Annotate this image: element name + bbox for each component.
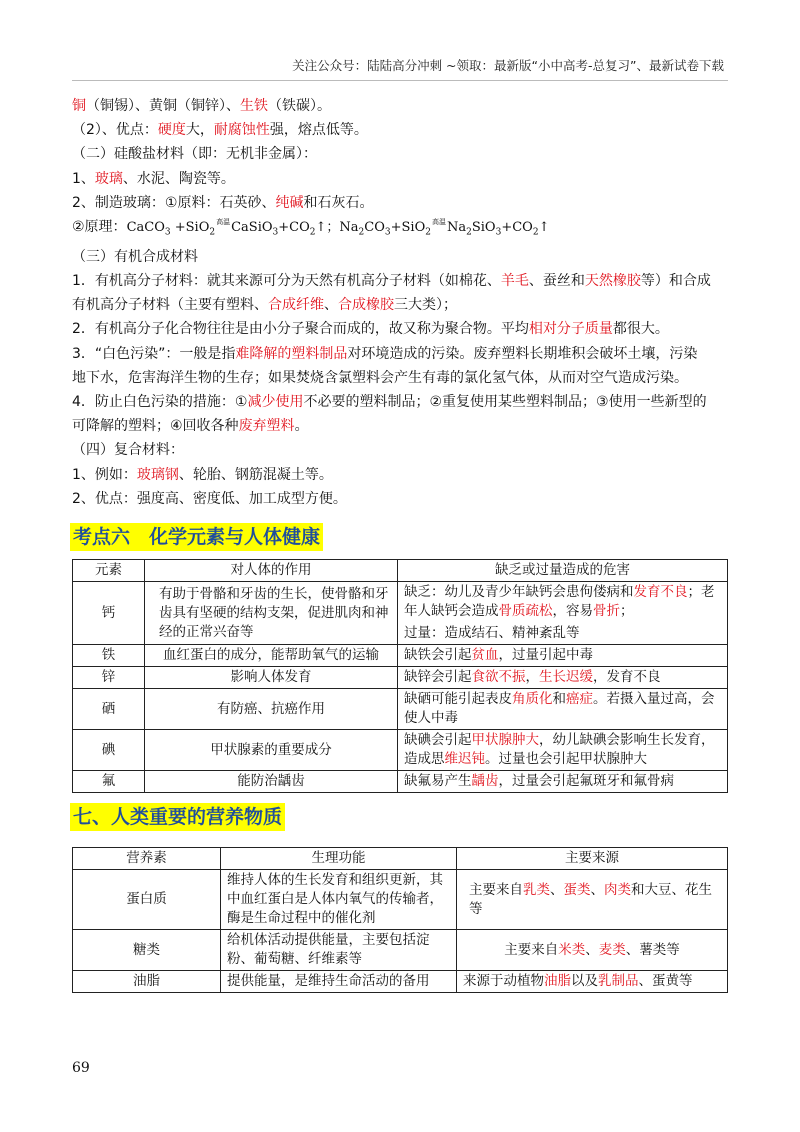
table-row	[73, 930, 728, 971]
table-row	[73, 667, 728, 689]
element-cell: 碘	[73, 730, 145, 771]
table-row	[73, 730, 728, 771]
table-row	[73, 582, 728, 645]
text-line: 1、例如：玻璃钢、轮胎、钢筋混凝土等。	[72, 466, 333, 483]
text-line: 4．防止白色污染的措施：①减少使用不必要的塑料制品；②重复使用某些塑料制品；③使用一些新型的	[72, 394, 707, 411]
page-number: 69	[72, 1060, 90, 1076]
source-cell: 主要来自米类、麦类、薯类等	[457, 930, 728, 971]
page-body	[72, 94, 728, 993]
role-cell: 能防治龋齿	[145, 771, 398, 793]
text-line: 可降解的塑料；④回收各种废弃塑料。	[72, 418, 309, 435]
chemical-equation: ②原理：CaCO$_3$ $+SiO_2^{高温}CaSiO_3+CO_2↑$；$Na_2CO_3+SiO_2^{高温}Na_2SiO_3+CO_2↑$	[72, 218, 550, 238]
nutrient-cell: 蛋白质	[73, 870, 221, 930]
function-cell: 维持人体的生长发育和组织更新，其中血红蛋白是人体内氧气的传输者，酶是生命过程中的催化剂	[221, 870, 457, 930]
section-heading: 考点六 化学元素与人体健康	[70, 523, 323, 551]
table-header-cell: 缺乏或过量造成的危害	[398, 560, 728, 582]
harm-cell: 缺氟易产生龋齿，过量会引起氟斑牙和氟骨病	[398, 771, 728, 793]
header-divider	[72, 80, 728, 81]
text-line: 1．有机高分子材料：就其来源可分为天然有机高分子材料（如棉花、羊毛、蚕丝和天然橡胶等）和合成	[72, 273, 711, 290]
text-line: 2．有机高分子化合物往往是由小分子聚合而成的，故又称为聚合物。平均相对分子质量都很大。	[72, 321, 669, 338]
harm-cell: 缺铁会引起贫血，过量引起中毒	[398, 645, 728, 667]
reaction-condition: 高温	[216, 218, 231, 227]
text-line: 2、制造玻璃：①原料：石英砂、纯碱和石灰石。	[72, 194, 374, 211]
text-line: 地下水，危害海洋生物的生存；如果焚烧含氯塑料会产生有毒的氯化氢气体，从而对空气造成污染。	[72, 369, 688, 386]
text-line: 铜（铜锡）、黄铜（铜锌）、生铁（铁碳）。	[72, 98, 331, 114]
function-cell: 提供能量，是维持生命活动的备用	[221, 971, 457, 993]
function-cell: 给机体活动提供能量，主要包括淀粉、葡萄糖、纤维素等	[221, 930, 457, 971]
table-header-row	[73, 848, 728, 870]
nutrient-cell: 糖类	[73, 930, 221, 971]
role-cell: 影响人体发育	[145, 667, 398, 689]
role-cell: 血红蛋白的成分，能帮助氧气的运输	[145, 645, 398, 667]
harm-cell: 缺锌会引起食欲不振，生长迟缓，发育不良	[398, 667, 728, 689]
text-line: （2）、优点：硬度大，耐腐蚀性强，熔点低等。	[72, 122, 368, 139]
table-header-cell: 元素	[73, 560, 145, 582]
role-cell: 有助于骨骼和牙齿的生长，使骨骼和牙齿具有坚硬的结构支架，促进肌肉和神经的正常兴奋等	[145, 582, 398, 645]
section-heading: 七、人类重要的营养物质	[70, 803, 285, 831]
table-header-cell: 主要来源	[457, 848, 728, 870]
source-cell: 来源于动植物油脂以及乳制品、蛋黄等	[457, 971, 728, 993]
page-header: 关注公众号：陆陆高分冲刺 ~领取：最新版“小中高考-总复习”、最新试卷下载	[292, 58, 724, 73]
element-cell: 氟	[73, 771, 145, 793]
element-health-table	[72, 559, 728, 793]
element-cell: 硒	[73, 689, 145, 730]
text-line: 有机高分子材料（主要有塑料、合成纤维、合成橡胶三大类）；	[72, 297, 457, 314]
table-row	[73, 689, 728, 730]
harm-cell: 缺硒可能引起表皮角质化和癌症。若摄入量过高，会使人中毒	[398, 689, 728, 730]
role-cell: 有防癌、抗癌作用	[145, 689, 398, 730]
text-line: 1、玻璃、水泥、陶瓷等。	[72, 170, 235, 187]
element-cell: 铁	[73, 645, 145, 667]
subheading: （四）复合材料：	[72, 442, 184, 459]
nutrient-cell: 油脂	[73, 971, 221, 993]
table-row	[73, 771, 728, 793]
reaction-condition: 高温	[431, 218, 446, 227]
table-header-cell: 对人体的作用	[145, 560, 398, 582]
table-row	[73, 971, 728, 993]
table-header-cell: 生理功能	[221, 848, 457, 870]
source-cell: 主要来自乳类、蛋类、肉类和大豆、花生等	[457, 870, 728, 930]
text-line: 2、优点：强度高、密度低、加工成型方便。	[72, 490, 347, 507]
nutrient-table	[72, 847, 728, 993]
element-cell: 锌	[73, 667, 145, 689]
harm-cell: 缺乏：幼儿及青少年缺钙会患佝偻病和发育不良；老年人缺钙会造成骨质疏松，容易骨折； 过量：造成结石、精神紊乱等	[398, 582, 728, 645]
role-cell: 甲状腺素的重要成分	[145, 730, 398, 771]
table-row	[73, 645, 728, 667]
table-header-cell: 营养素	[73, 848, 221, 870]
table-header-row	[73, 560, 728, 582]
subheading: （三）有机合成材料	[72, 248, 198, 265]
element-cell: 钙	[73, 582, 145, 645]
table-row	[73, 870, 728, 930]
text-line: 3．“白色污染”：一般是指难降解的塑料制品对环境造成的污染。废弃塑料长期堆积会破坏土壤，污染	[72, 345, 698, 362]
harm-cell: 缺碘会引起甲状腺肿大，幼儿缺碘会影响生长发育，造成思维迟钝。过量也会引起甲状腺肿大	[398, 730, 728, 771]
subheading: （二）硅酸盐材料（即：无机非金属）：	[72, 146, 317, 163]
